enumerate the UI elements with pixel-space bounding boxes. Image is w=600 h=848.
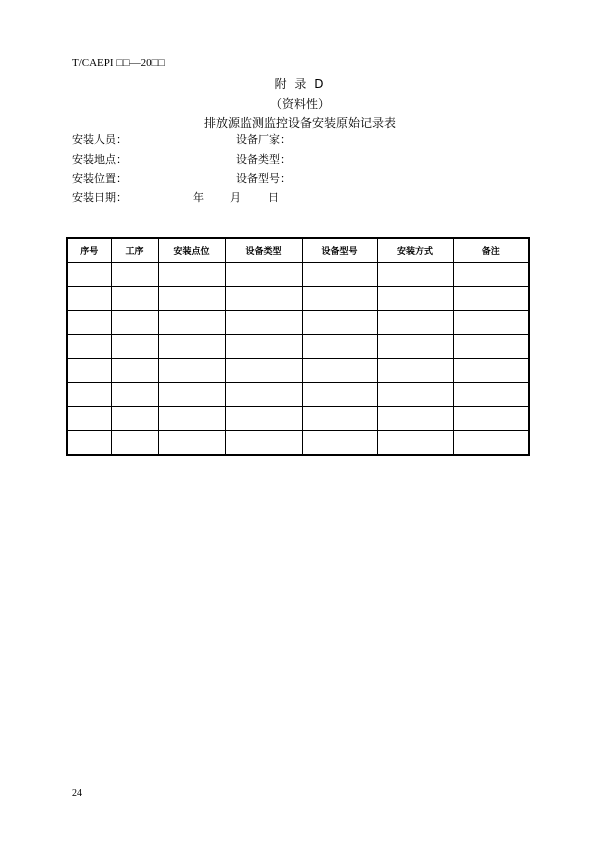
form-title: 排放源监测监控设备安装原始记录表 [203, 116, 396, 130]
table-cell[interactable] [453, 335, 529, 359]
device-type-label: 设备类型： [236, 153, 291, 166]
table-cell[interactable] [302, 311, 377, 335]
date-year-label: 年 [193, 191, 204, 204]
table-cell[interactable] [67, 287, 111, 311]
table-cell[interactable] [225, 383, 302, 407]
header-cell: 设备型号 [302, 238, 377, 263]
table-cell[interactable] [302, 359, 377, 383]
table-cell[interactable] [453, 359, 529, 383]
table-cell[interactable] [67, 263, 111, 287]
header-cell: 安装点位 [158, 238, 225, 263]
table-cell[interactable] [158, 335, 225, 359]
header-cell: 工序 [111, 238, 158, 263]
table-cell[interactable] [111, 383, 158, 407]
table-row [67, 335, 529, 359]
table-cell[interactable] [225, 431, 302, 456]
table-cell[interactable] [158, 263, 225, 287]
table-cell[interactable] [158, 407, 225, 431]
table-cell[interactable] [453, 407, 529, 431]
table-cell[interactable] [377, 335, 453, 359]
table-cell[interactable] [453, 263, 529, 287]
installation-record-table [66, 237, 530, 456]
table-cell[interactable] [225, 287, 302, 311]
table-cell[interactable] [158, 383, 225, 407]
table-cell[interactable] [377, 287, 453, 311]
date-month-label: 月 [230, 191, 241, 204]
table-cell[interactable] [111, 407, 158, 431]
table-cell[interactable] [111, 335, 158, 359]
table-cell[interactable] [302, 431, 377, 456]
table-cell[interactable] [67, 383, 111, 407]
table-cell[interactable] [111, 431, 158, 456]
header-cell: 安装方式 [377, 238, 453, 263]
installer-label: 安装人员： [72, 133, 127, 146]
table-cell[interactable] [158, 431, 225, 456]
table-row [67, 311, 529, 335]
table-row [67, 431, 529, 456]
date-day-label: 日 [268, 191, 279, 204]
table-cell[interactable] [225, 263, 302, 287]
table-cell[interactable] [453, 311, 529, 335]
header-cell: 备注 [453, 238, 529, 263]
table-cell[interactable] [377, 407, 453, 431]
table-row [67, 287, 529, 311]
position-label: 安装位置： [72, 172, 127, 185]
table-row [67, 383, 529, 407]
table-cell[interactable] [111, 263, 158, 287]
table-cell[interactable] [225, 407, 302, 431]
appendix-title: 附 录 D [274, 77, 326, 91]
header-cell: 序号 [67, 238, 111, 263]
page-number: 24 [72, 788, 82, 799]
table-cell[interactable] [67, 311, 111, 335]
table-cell[interactable] [302, 263, 377, 287]
table-cell[interactable] [377, 431, 453, 456]
appendix-note: （资料性） [269, 97, 330, 111]
table-row [67, 263, 529, 287]
table-cell[interactable] [225, 311, 302, 335]
table-cell[interactable] [158, 311, 225, 335]
table-cell[interactable] [453, 383, 529, 407]
table-row [67, 359, 529, 383]
table-cell[interactable] [302, 407, 377, 431]
table-cell[interactable] [377, 311, 453, 335]
table-cell[interactable] [67, 335, 111, 359]
manufacturer-label: 设备厂家： [236, 133, 291, 146]
standard-code: T/CAEPI □□—20□□ [72, 57, 165, 69]
table-cell[interactable] [111, 287, 158, 311]
table-cell[interactable] [67, 407, 111, 431]
table-row [67, 407, 529, 431]
table-cell[interactable] [302, 287, 377, 311]
table-cell[interactable] [158, 359, 225, 383]
table-cell[interactable] [111, 359, 158, 383]
table-cell[interactable] [67, 431, 111, 456]
table-cell[interactable] [111, 311, 158, 335]
table-cell[interactable] [377, 359, 453, 383]
table-cell[interactable] [225, 335, 302, 359]
table-cell[interactable] [377, 383, 453, 407]
table-cell[interactable] [225, 359, 302, 383]
device-model-label: 设备型号： [236, 172, 291, 185]
table-cell[interactable] [453, 287, 529, 311]
table-cell[interactable] [377, 263, 453, 287]
header-cell: 设备类型 [225, 238, 302, 263]
table-cell[interactable] [453, 431, 529, 456]
table-cell[interactable] [302, 383, 377, 407]
location-label: 安装地点： [72, 153, 127, 166]
table-cell[interactable] [67, 359, 111, 383]
table-header-row [67, 238, 529, 263]
date-label: 安装日期： [72, 191, 127, 204]
table-cell[interactable] [302, 335, 377, 359]
table-cell[interactable] [158, 287, 225, 311]
